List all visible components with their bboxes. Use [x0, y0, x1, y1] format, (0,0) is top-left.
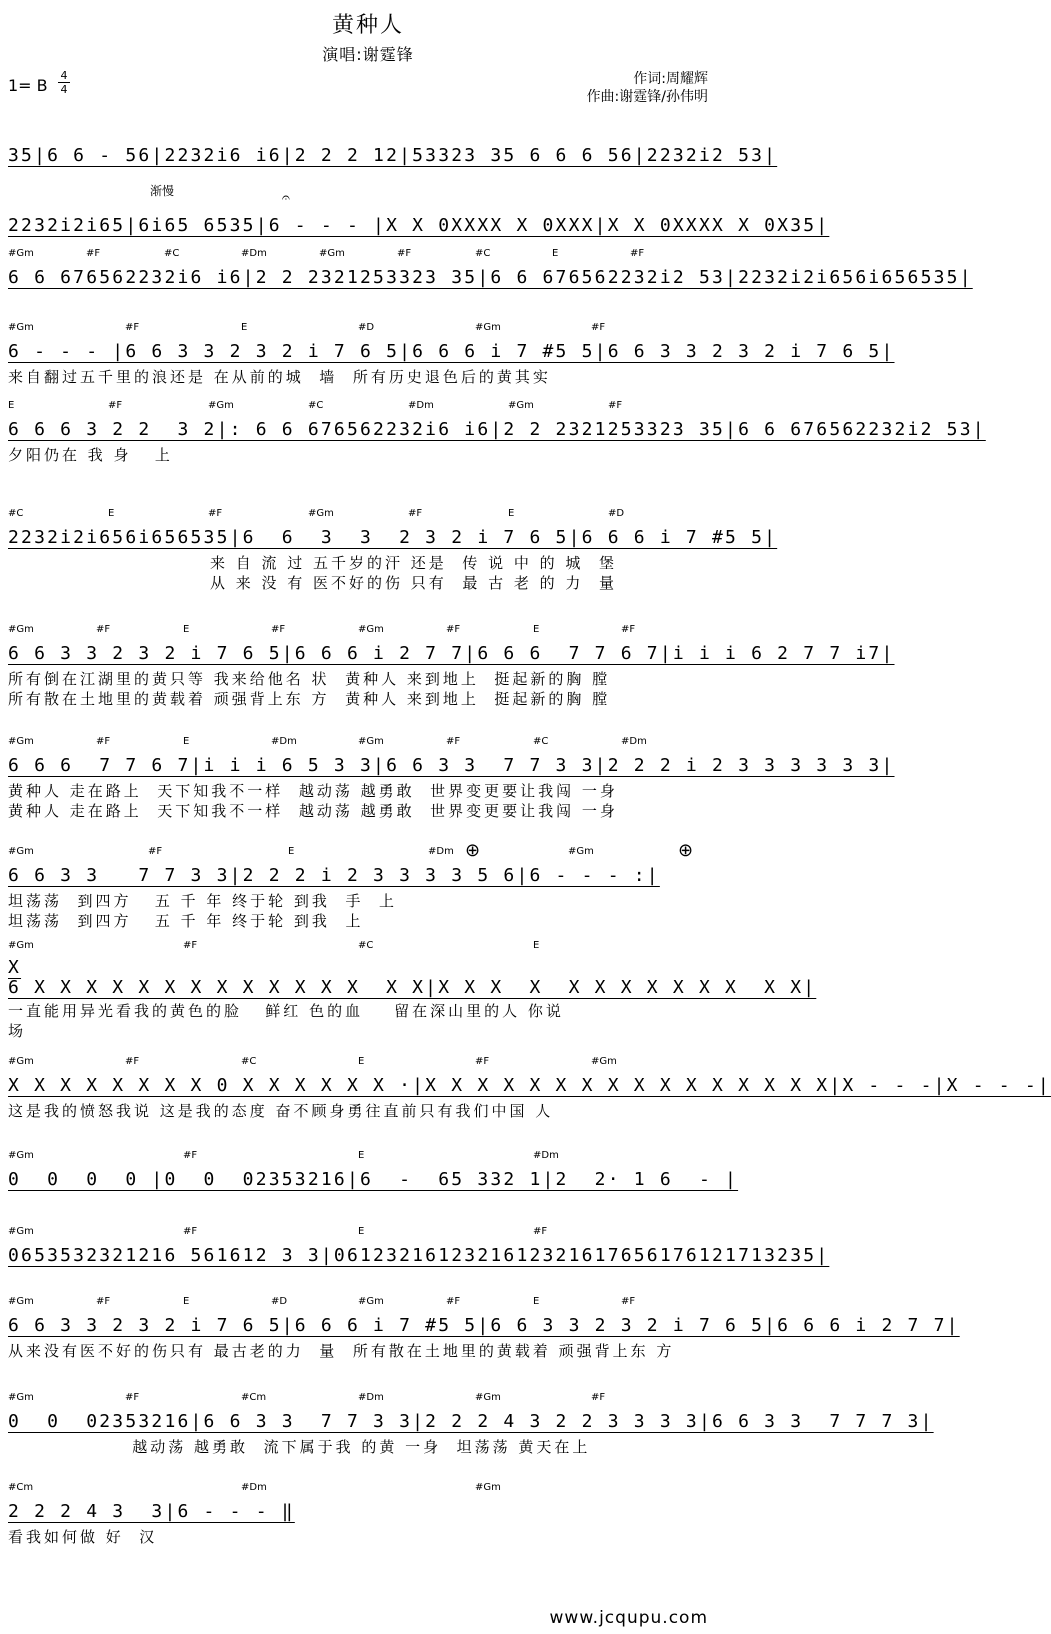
lyric-line: 坦荡荡 到四方 五 千 年 终于轮 到我 上: [8, 912, 364, 930]
chord-row: [8, 1056, 728, 1070]
chord-label: #Gm: [508, 400, 534, 411]
chord-label: #C: [241, 1056, 257, 1067]
chord-label: #F: [446, 1296, 461, 1307]
chord-label: #F: [183, 940, 198, 951]
tempo-marking: 渐慢: [150, 184, 175, 198]
chord-label: #F: [125, 322, 140, 333]
chord-row: [8, 248, 728, 262]
chord-label: #Gm: [308, 508, 334, 519]
chord-label: #D: [608, 508, 625, 519]
lyric-line: 坦荡荡 到四方 五 千 年 终于轮 到我 手 上: [8, 892, 397, 910]
chord-label: #Cm: [8, 1482, 34, 1493]
lyric-line: 来自翻过五千里的浪还是 在从前的城 墙 所有历史退色后的黄其实: [8, 368, 551, 386]
time-signature-top: 4: [60, 69, 68, 82]
chord-label: #F: [148, 846, 163, 857]
chord-label: #F: [208, 508, 223, 519]
chord-label: #Gm: [8, 940, 34, 951]
notation-line: 6 6 676562232i6 i6|2 2 2321253323 35|6 6 676562232i2 53|2232i2i656i656535|: [8, 267, 973, 288]
chord-label: #Dm: [408, 400, 434, 411]
fermata-icon: 𝄐: [282, 190, 290, 206]
chord-label: #Gm: [8, 846, 34, 857]
site-watermark: www.jcqupu.com: [549, 1608, 708, 1628]
chord-label: E: [533, 940, 540, 951]
lyric-line: 场: [8, 1022, 27, 1040]
time-signature: [58, 70, 70, 95]
chord-label: #C: [308, 400, 324, 411]
chord-label: E: [183, 736, 190, 747]
chord-row: [8, 322, 728, 336]
chord-label: #F: [533, 1226, 548, 1237]
song-title: 黄种人: [331, 13, 404, 38]
chord-label: #Gm: [475, 322, 501, 333]
composer-credit: 作曲:谢霆锋/孙伟明: [586, 89, 708, 105]
chord-label: E: [508, 508, 515, 519]
score-system: [0, 1482, 736, 1592]
chord-label: #Gm: [358, 736, 384, 747]
chord-label: #Cm: [241, 1392, 267, 1403]
lyric-line: 所有散在土地里的黄载着 顽强背上东 方 黄种人 来到地上 挺起新的胸 膛: [8, 690, 611, 708]
chord-label: #Gm: [8, 1392, 34, 1403]
chord-label: #Gm: [8, 322, 34, 333]
notation-line: 2 2 2 4 3 3|6 ‐ ‐ ‐ ‖: [8, 1501, 295, 1522]
chord-label: #F: [608, 400, 623, 411]
chord-label: #Dm: [428, 846, 454, 857]
notation-line: X X X X X X X X 0 X X X X X X ·|X X X X X X X X X X X X X X X X|X ‐ ‐ ‐|X ‐ ‐ ‐|: [8, 1075, 1051, 1096]
chord-label: #Dm: [358, 1392, 384, 1403]
chord-label: E: [533, 624, 540, 635]
chord-label: #F: [125, 1392, 140, 1403]
chord-label: #D: [358, 322, 375, 333]
chord-row: [8, 196, 728, 210]
chord-row: [8, 1150, 728, 1164]
score-system: [0, 940, 817, 1050]
chord-label: E: [533, 1296, 540, 1307]
chord-label: #F: [96, 736, 111, 747]
chord-row: [8, 1226, 728, 1240]
chord-label: #F: [446, 624, 461, 635]
chord-label: E: [358, 1226, 365, 1237]
notation-line: 0653532321216 561612 3 3|0612321612321612321617656176121713235|: [8, 1245, 830, 1266]
chord-label: #F: [183, 1226, 198, 1237]
score-system: [0, 400, 986, 510]
chord-row: [8, 1482, 728, 1496]
notation-line: 6 6 3 3 7 7 3 3|2 2 2 i 2 3 3 3 3 5 6|6 ‐ ‐ ‐ :|: [8, 865, 660, 886]
chord-label: #Gm: [8, 248, 34, 259]
chord-label: #Gm: [8, 1056, 34, 1067]
chord-label: #Gm: [319, 248, 345, 259]
notation-line: 2232i2i656i656535|6 6 3 3 2 3 2 i 7 6 5|6 6 6 i 7 #5 5|: [8, 527, 778, 548]
lyric-line: 越动荡 越勇敢 流下属于我 的黄 一身 坦荡荡 黄天在上: [8, 1438, 591, 1456]
lyric-line: 黄种人 走在路上 天下知我不一样 越动荡 越勇敢 世界变更要让我闯 一身: [8, 802, 618, 820]
chord-label: #Gm: [8, 1226, 34, 1237]
chord-label: #F: [397, 248, 412, 259]
chord-label: #F: [630, 248, 645, 259]
chord-row: [8, 940, 728, 954]
chord-label: E: [358, 1150, 365, 1161]
chord-label: #F: [183, 1150, 198, 1161]
notation-line: 2232i2i65|6i65 6535|6 ‐ ‐ ‐ |X X 0XXXX X 0XXX|X X 0XXXX X 0X35|: [8, 215, 830, 236]
chord-label: #F: [86, 248, 101, 259]
chord-row: [8, 400, 728, 414]
chord-label: #C: [8, 508, 24, 519]
lyric-line: 黄种人 走在路上 天下知我不一样 越动荡 越勇敢 世界变更要让我闯 一身: [8, 782, 618, 800]
chord-label: #C: [533, 736, 549, 747]
chord-label: #F: [108, 400, 123, 411]
chord-label: #Gm: [591, 1056, 617, 1067]
chord-label: #Gm: [358, 1296, 384, 1307]
chord-row: [8, 508, 728, 522]
chord-label: #F: [446, 736, 461, 747]
score-system: [0, 1296, 960, 1406]
chord-label: E: [183, 624, 190, 635]
chord-row: [8, 1392, 728, 1406]
lyric-line: 所有倒在江湖里的黄只等 我来给他名 状 黄种人 来到地上 挺起新的胸 膛: [8, 670, 611, 688]
chord-label: #F: [125, 1056, 140, 1067]
chord-label: #Dm: [271, 736, 297, 747]
chord-label: #Gm: [208, 400, 234, 411]
notation-line: X 6 X X X X X X X X X X X X X X X|X X X X X X X X X X X X X|: [8, 957, 817, 998]
chord-label: #Gm: [475, 1392, 501, 1403]
notation-line: 6 6 3 3 2 3 2 i 7 6 5|6 6 6 i 2 7 7|6 6 6 7 7 6 7|i i i 6 2 7 7 i7|: [8, 643, 895, 664]
notation-line: 0 0 0 0 |0 0 02353216|6 ‐ 65 332 1|2 2· 1 6 ‐ |: [8, 1169, 739, 1190]
lyric-line: 来 自 流 过 五千岁的汗 还是 传 说 中 的 城 堡: [8, 554, 617, 572]
lyric-line: 从来没有医不好的伤只有 最古老的力 量 所有散在土地里的黄载着 顽强背上东 方: [8, 1342, 675, 1360]
chord-row: [8, 1296, 728, 1310]
chord-label: #C: [475, 248, 491, 259]
chord-label: #Gm: [8, 736, 34, 747]
notation-line: 6 6 6 3 2 2 3 2|: 6 6 676562232i6 i6|2 2 2321253323 35|6 6 676562232i2 53|: [8, 419, 986, 440]
chord-label: E: [552, 248, 559, 259]
lyric-line: 从 来 没 有 医不好的伤 只有 最 古 老 的 力 量: [8, 574, 617, 592]
chord-label: #F: [621, 624, 636, 635]
chord-label: #Gm: [8, 1296, 34, 1307]
chord-label: E: [183, 1296, 190, 1307]
chord-label: E: [8, 400, 15, 411]
chord-row: [8, 126, 728, 140]
chord-label: #F: [621, 1296, 636, 1307]
chord-label: #Gm: [568, 846, 594, 857]
coda-icon: ⊕: [678, 840, 694, 861]
key-signature: 1= B: [8, 76, 48, 95]
chord-label: #F: [271, 624, 286, 635]
chord-label: #Dm: [533, 1150, 559, 1161]
chord-row: [8, 846, 728, 860]
chord-label: #D: [271, 1296, 288, 1307]
time-signature-bottom: 4: [60, 83, 68, 96]
chord-label: #Dm: [241, 1482, 267, 1493]
chord-label: #F: [475, 1056, 490, 1067]
chord-label: #F: [591, 1392, 606, 1403]
chord-label: #C: [164, 248, 180, 259]
coda-icon: ⊕: [465, 840, 481, 861]
chord-label: #F: [591, 322, 606, 333]
chord-row: [8, 736, 728, 750]
notation-line: 6 6 3 3 2 3 2 i 7 6 5|6 6 6 i 7 #5 5|6 6 3 3 2 3 2 i 7 6 5|6 6 6 i 2 7 7|: [8, 1315, 960, 1336]
chord-label: E: [358, 1056, 365, 1067]
notation-line: 35|6 6 ‐ 56|2232i6 i6|2 2 2 12|53323 35 6 6 6 56|2232i2 53|: [8, 145, 778, 166]
lyric-line: 这是我的愤怒我说 这是我的态度 奋不顾身勇往直前只有我们中国 人: [8, 1102, 554, 1120]
chord-label: #Gm: [8, 624, 34, 635]
chord-label: #Gm: [475, 1482, 501, 1493]
score-system: [0, 508, 778, 618]
lyricist-credit: 作词:周耀辉: [633, 71, 708, 87]
chord-label: E: [108, 508, 115, 519]
chord-label: #F: [96, 624, 111, 635]
chord-label: #Dm: [621, 736, 647, 747]
lyric-line: 一直能用异光看我的黄色的脸 鲜红 色的血 留在深山里的人 你说: [8, 1002, 564, 1020]
lyric-line: 夕阳仍在 我 身 上: [8, 446, 173, 464]
chord-label: E: [288, 846, 295, 857]
chord-label: #Gm: [8, 1150, 34, 1161]
chord-label: #Dm: [241, 248, 267, 259]
chord-row: [8, 624, 728, 638]
chord-label: E: [241, 322, 248, 333]
chord-label: #C: [358, 940, 374, 951]
score-system: [0, 624, 895, 734]
chord-label: #Gm: [358, 624, 384, 635]
notation-line: 0 0 02353216|6 6 3 3 7 7 3 3|2 2 2 4 3 2 2 3 3 3 3|6 6 3 3 7 7 7 3|: [8, 1411, 934, 1432]
chord-label: #F: [408, 508, 423, 519]
score-system: [0, 736, 895, 846]
lyric-line: 看我如何做 好 汉: [8, 1528, 158, 1546]
notation-line: 6 ‐ ‐ ‐ |6 6 3 3 2 3 2 i 7 6 5|6 6 6 i 7 #5 5|6 6 3 3 2 3 2 i 7 6 5|: [8, 341, 895, 362]
notation-line: 6 6 6 7 7 6 7|i i i 6 5 3 3|6 6 3 3 7 7 3 3|2 2 2 i 2 3 3 3 3 3 3|: [8, 755, 895, 776]
chord-label: #F: [96, 1296, 111, 1307]
singer-credit: 演唱:谢霆锋: [322, 45, 414, 64]
